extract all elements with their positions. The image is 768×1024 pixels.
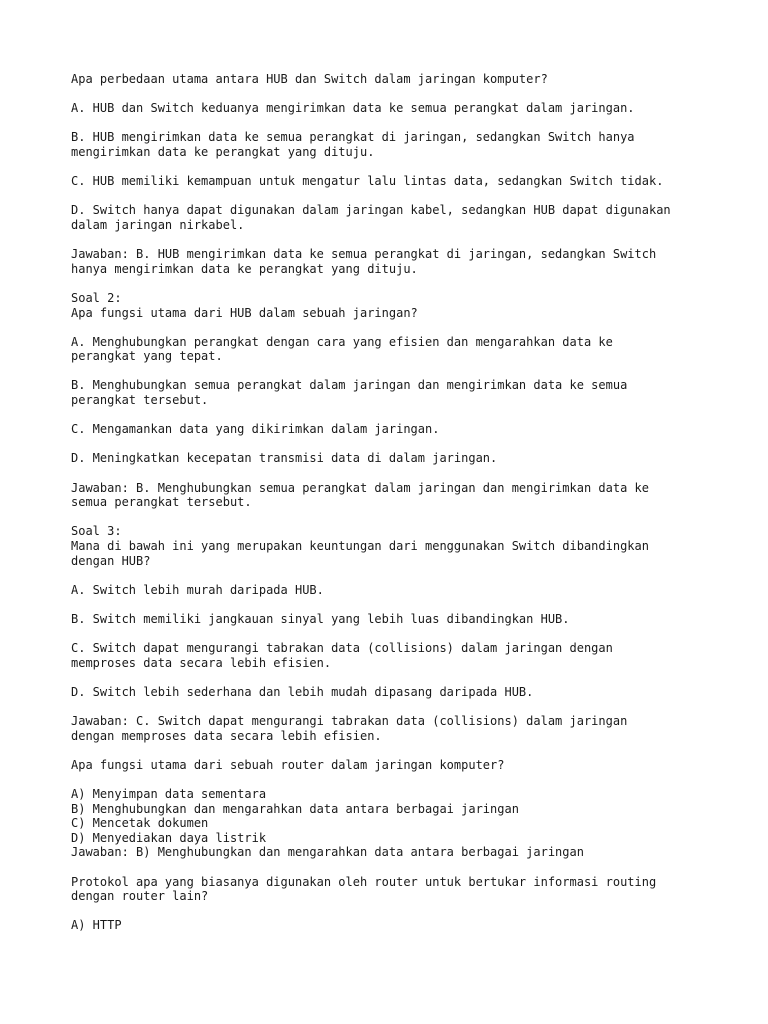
text-line: B. HUB mengirimkan data ke semua perangkat di jaringan, sedangkan Switch hanya — [71, 130, 635, 145]
text-line: C. HUB memiliki kemampuan untuk mengatur lalu lintas data, sedangkan Switch tidak. — [71, 174, 664, 189]
text-paragraph — [71, 422, 731, 437]
text-paragraph — [71, 875, 731, 904]
text-line: Apa perbedaan utama antara HUB dan Switch dalam jaringan komputer? — [71, 72, 548, 86]
text-paragraph — [71, 918, 731, 933]
text-line: dengan HUB? — [71, 553, 151, 568]
text-paragraph — [71, 174, 731, 189]
text-paragraph — [71, 714, 731, 743]
text-paragraph — [71, 583, 731, 598]
text-line: Jawaban: B. HUB mengirimkan data ke semua perangkat di jaringan, sedangkan Switch — [71, 247, 657, 262]
text-paragraph — [71, 524, 731, 568]
text-line: Mana di bawah ini yang merupakan keuntungan dari menggunakan Switch dibandingkan — [71, 539, 649, 553]
text-line: Jawaban: B) Menghubungkan dan mengarahkan data antara berbagai jaringan — [71, 845, 584, 860]
text-paragraph — [71, 130, 731, 159]
text-line: A. Switch lebih murah daripada HUB. — [71, 582, 324, 597]
text-line: Jawaban: B. Menghubungkan semua perangkat dalam jaringan dan mengirimkan data ke — [71, 480, 649, 495]
text-line: B. Menghubungkan semua perangkat dalam jaringan dan mengirimkan data ke semua — [71, 378, 628, 393]
text-paragraph — [71, 451, 731, 466]
text-line: Soal 3: — [71, 524, 122, 539]
text-paragraph — [71, 787, 731, 860]
text-line: A) Menyimpan data sementara — [71, 787, 267, 802]
text-paragraph — [71, 641, 731, 670]
text-line: D. Switch hanya dapat digunakan dalam jaringan kabel, sedangkan HUB dapat digunakan — [71, 203, 671, 218]
text-line: semua perangkat tersebut. — [71, 495, 252, 510]
text-line: Jawaban: C. Switch dapat mengurangi tabrakan data (collisions) dalam jaringan — [71, 714, 628, 729]
text-paragraph — [71, 291, 731, 320]
text-line: perangkat yang tepat. — [71, 349, 223, 364]
text-paragraph — [71, 612, 731, 627]
text-paragraph — [71, 378, 731, 407]
text-paragraph — [71, 203, 731, 232]
document-page — [71, 72, 731, 948]
text-line: D) Menyediakan daya listrik — [71, 830, 267, 845]
text-line: perangkat tersebut. — [71, 393, 209, 408]
text-line: Apa fungsi utama dari sebuah router dalam jaringan komputer? — [71, 757, 505, 772]
text-line: A. HUB dan Switch keduanya mengirimkan data ke semua perangkat dalam jaringan. — [71, 101, 635, 116]
text-line: C. Switch dapat mengurangi tabrakan data (collisions) dalam jaringan dengan — [71, 641, 613, 656]
text-line: C) Mencetak dokumen — [71, 816, 209, 831]
text-line: A) HTTP — [71, 918, 122, 933]
text-line: Protokol apa yang biasanya digunakan oleh router untuk bertukar informasi routing — [71, 874, 657, 889]
text-line: C. Mengamankan data yang dikirimkan dalam jaringan. — [71, 422, 440, 437]
text-line: Apa fungsi utama dari HUB dalam sebuah jaringan? — [71, 305, 418, 320]
text-line: dengan router lain? — [71, 889, 209, 904]
text-line: B. Switch memiliki jangkauan sinyal yang lebih luas dibandingkan HUB. — [71, 611, 570, 626]
text-line: Soal 2: — [71, 290, 122, 305]
text-paragraph — [71, 101, 731, 116]
text-paragraph — [71, 481, 731, 510]
text-line: D. Meningkatkan kecepatan transmisi data di dalam jaringan. — [71, 451, 498, 466]
text-line: B) Menghubungkan dan mengarahkan data antara berbagai jaringan — [71, 801, 519, 816]
text-paragraph — [71, 758, 731, 773]
text-line: memproses data secara lebih efisien. — [71, 655, 332, 670]
text-paragraph — [71, 72, 731, 87]
text-line: mengirimkan data ke perangkat yang dituju. — [71, 144, 375, 159]
text-line: D. Switch lebih sederhana dan lebih mudah dipasang daripada HUB. — [71, 684, 534, 699]
text-line: A. Menghubungkan perangkat dengan cara yang efisien dan mengarahkan data ke — [71, 334, 613, 349]
text-paragraph — [71, 335, 731, 364]
text-line: dengan memproses data secara lebih efisien. — [71, 728, 382, 743]
text-line: dalam jaringan nirkabel. — [71, 217, 245, 232]
text-paragraph — [71, 685, 731, 700]
text-paragraph — [71, 247, 731, 276]
text-line: hanya mengirimkan data ke perangkat yang dituju. — [71, 261, 418, 276]
